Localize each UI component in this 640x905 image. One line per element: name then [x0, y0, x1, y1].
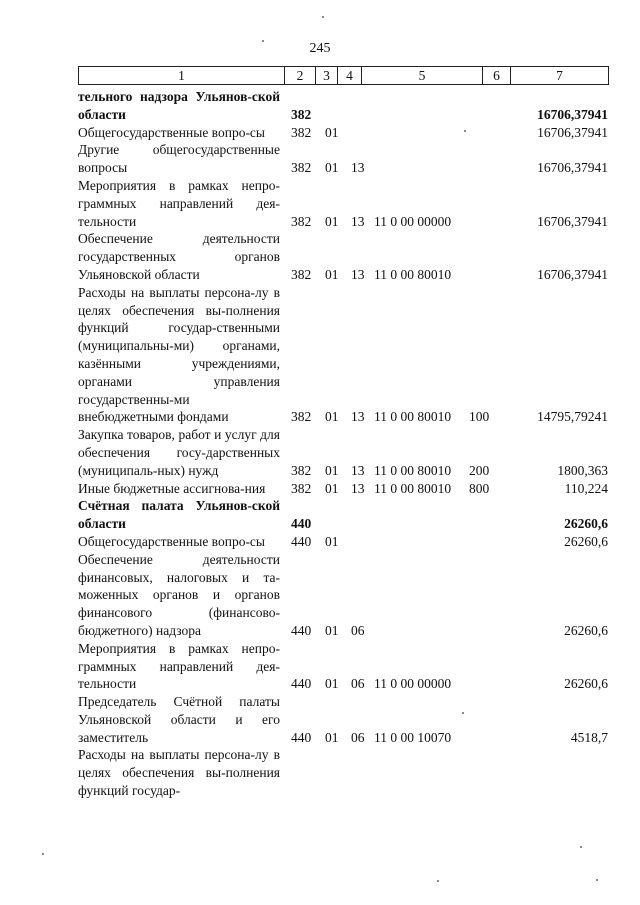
row-name: Расходы на выплаты персона-лу в целях обеспечения вы-полнения функций государ-ственными (муниципальны-ми) органами, казёнными учреждениями, органами управления государственны-ми внебюджетными фондами [78, 284, 280, 425]
row-name: Расходы на выплаты персона-лу в целях обеспечения вы-полнения функций государ- [78, 747, 280, 799]
scan-speck [580, 846, 582, 848]
row-cell-c3: 01 [325, 729, 339, 745]
row-cell-c2: 382 [291, 213, 312, 229]
row-name: тельного надзора Ульянов-ской области [78, 89, 280, 122]
column-header-5: 5 [362, 67, 483, 85]
scan-speck [462, 712, 464, 714]
table-row [78, 230, 610, 283]
row-name: Иные бюджетные ассигнова-ния [78, 480, 266, 496]
row-cell-c3: 01 [325, 676, 339, 692]
row-cell-c2: 382 [291, 409, 312, 425]
table-row [78, 141, 610, 177]
row-cell-c3: 01 [325, 409, 339, 425]
row-cell-c2: 382 [291, 160, 312, 176]
row-cell-c4: 13 [351, 213, 365, 229]
row-cell-c2: 382 [291, 124, 312, 140]
row-cell-c5: 11 0 00 80010 [374, 409, 452, 425]
row-cell-c4: 13 [351, 462, 365, 478]
row-cell-c5: 11 0 00 80010 [374, 266, 452, 282]
row-cell-c7: 26260,6 [564, 533, 608, 549]
table-row [78, 480, 610, 498]
row-cell-c5: 11 0 00 00000 [374, 213, 452, 229]
row-cell-c4: 06 [351, 622, 365, 638]
row-cell-c5: 11 0 00 00000 [374, 676, 452, 692]
row-cell-c7: 26260,6 [564, 676, 608, 692]
row-cell-c6: 800 [469, 480, 490, 496]
table-row [78, 693, 610, 746]
row-cell-c7: 16706,37941 [537, 266, 608, 282]
row-cell-c2: 382 [291, 266, 312, 282]
row-cell-c3: 01 [325, 160, 339, 176]
table-row [78, 88, 610, 124]
scan-speck [322, 16, 324, 18]
row-cell-c7: 4518,7 [570, 729, 608, 745]
row-cell-c5: 11 0 00 80010 [374, 462, 452, 478]
row-cell-c2: 382 [291, 480, 312, 496]
column-header-4: 4 [338, 67, 362, 85]
row-cell-c7: 14795,79241 [537, 409, 608, 425]
row-name: Обеспечение деятельности финансовых, налоговых и та-моженных органов и органов финансового (финансово-бюджетного) надзора [78, 551, 280, 638]
column-header-3: 3 [316, 67, 338, 85]
column-header-2: 2 [285, 67, 316, 85]
table-row [78, 426, 610, 479]
row-cell-c3: 01 [325, 462, 339, 478]
row-cell-c7: 110,224 [564, 480, 608, 496]
table-row [78, 640, 610, 693]
table-row [78, 746, 610, 799]
row-cell-c7: 1800,363 [557, 462, 608, 478]
table-row [78, 284, 610, 426]
table-row [78, 177, 610, 230]
row-cell-c7: 16706,37941 [537, 106, 608, 122]
row-cell-c7: 16706,37941 [537, 160, 608, 176]
row-cell-c3: 01 [325, 213, 339, 229]
row-cell-c2: 440 [291, 729, 312, 745]
table-row [78, 533, 610, 551]
row-name: Мероприятия в рамках непро-граммных направлений дея-тельности [78, 640, 280, 692]
row-cell-c2: 440 [291, 516, 312, 532]
column-header-6: 6 [483, 67, 511, 85]
row-cell-c3: 01 [325, 266, 339, 282]
row-cell-c3: 01 [325, 533, 339, 549]
table-row [78, 497, 610, 533]
row-name: Общегосударственные вопро-сы [78, 124, 265, 140]
row-name: Мероприятия в рамках непро-граммных направлений дея-тельности [78, 177, 280, 229]
row-cell-c7: 16706,37941 [537, 124, 608, 140]
scan-speck [42, 853, 44, 855]
scan-speck [464, 130, 466, 132]
budget-table-body [78, 88, 610, 800]
row-cell-c5: 11 0 00 10070 [374, 729, 452, 745]
row-cell-c4: 13 [351, 409, 365, 425]
table-row [78, 124, 610, 142]
row-cell-c4: 06 [351, 729, 365, 745]
row-cell-c3: 01 [325, 480, 339, 496]
column-header-1: 1 [79, 67, 285, 85]
row-cell-c4: 06 [351, 676, 365, 692]
row-cell-c7: 26260,6 [564, 516, 608, 532]
row-cell-c2: 440 [291, 676, 312, 692]
scan-speck [262, 40, 264, 42]
row-cell-c2: 382 [291, 106, 312, 122]
row-cell-c4: 13 [351, 480, 365, 496]
row-cell-c7: 26260,6 [564, 622, 608, 638]
row-cell-c4: 13 [351, 266, 365, 282]
row-cell-c2: 382 [291, 462, 312, 478]
row-name: Другие общегосударственные вопросы [78, 142, 280, 176]
row-name: Счётная палата Ульянов-ской области [78, 498, 280, 532]
page-number: 245 [309, 41, 331, 56]
row-cell-c2: 440 [291, 533, 312, 549]
row-cell-c6: 200 [469, 462, 490, 478]
row-name: Председатель Счётной палаты Ульяновской области и его заместитель [78, 694, 280, 745]
column-header-7: 7 [511, 67, 609, 85]
table-row [78, 551, 610, 640]
row-cell-c3: 01 [325, 124, 339, 140]
row-name: Закупка товаров, работ и услуг для обеспечения госу-дарственных (муниципаль-ных) нужд [78, 427, 280, 478]
row-name: Общегосударственные вопро-сы [78, 533, 265, 549]
row-cell-c5: 11 0 00 80010 [374, 480, 452, 496]
row-cell-c2: 440 [291, 622, 312, 638]
row-cell-c3: 01 [325, 622, 339, 638]
row-cell-c7: 16706,37941 [537, 213, 608, 229]
row-name: Обеспечение деятельности государственных органов Ульяновской области [78, 231, 280, 282]
scan-speck [596, 879, 598, 881]
column-header-row [78, 66, 609, 85]
scan-speck [437, 880, 439, 882]
row-cell-c4: 13 [351, 160, 365, 176]
row-cell-c6: 100 [469, 409, 490, 425]
